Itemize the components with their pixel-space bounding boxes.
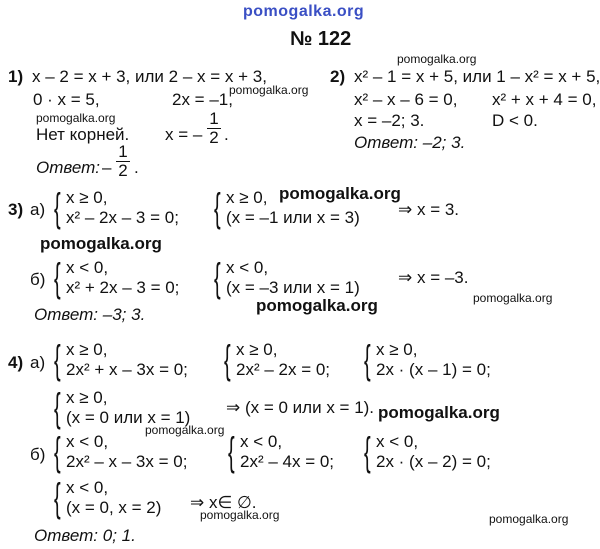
watermark: pomogalka.org: [256, 296, 378, 315]
problem-2-line-3b: D < 0.: [492, 111, 538, 130]
problem-2-answer: Ответ: –2; 3.: [354, 133, 466, 152]
problem-2-line-2a: x² – x – 6 = 0,: [354, 90, 458, 109]
problem-4-answer: Ответ: 0; 1.: [34, 526, 136, 545]
fraction-numerator: 1: [118, 142, 128, 161]
problem-3-part-b: б): [30, 270, 46, 289]
problem-1-root: x = –: [165, 125, 203, 144]
problem-1-answer-minus: –: [102, 158, 112, 177]
problem-1-dot: .: [224, 125, 229, 144]
problem-4-part-a: а): [30, 353, 46, 372]
watermark: pomogalka.org: [279, 184, 401, 203]
problem-1-line-1: x – 2 = x + 3, или 2 – x = x + 3,: [32, 67, 267, 86]
problem-1-no-roots: Нет корней.: [36, 125, 130, 144]
watermark: pomogalka.org: [36, 111, 116, 125]
fraction-numerator: 1: [209, 109, 219, 128]
problem-4-number: 4): [8, 353, 24, 372]
watermark: pomogalka.org: [40, 234, 162, 253]
problem-1-answer-dot: .: [134, 158, 139, 177]
problem-4-part-b: б): [30, 445, 46, 464]
problem-2-line-2b: x² + x + 4 = 0,: [492, 90, 597, 109]
problem-3a-result: ⇒ x = 3.: [398, 200, 460, 219]
problem-2-number: 2): [330, 67, 346, 86]
watermark: pomogalka.org: [229, 83, 309, 97]
watermark: pomogalka.org: [397, 52, 477, 66]
problem-2-line-1: x² – 1 = x + 5, или 1 – x² = x + 5,: [354, 67, 600, 86]
problem-1-line-2b: 2x = –1,: [172, 90, 233, 109]
problem-1-answer-fraction: [116, 143, 130, 180]
problem-3-number: 3): [8, 200, 24, 219]
problem-1-answer-label: Ответ:: [36, 158, 101, 177]
problem-4b-result: ⇒ x∈ ∅.: [190, 493, 257, 512]
problem-3b-result: ⇒ x = –3.: [398, 268, 469, 287]
problem-1-line-2a: 0 · x = 5,: [33, 90, 100, 109]
watermark: pomogalka.org: [145, 423, 225, 437]
problem-2-line-3a: x = –2; 3.: [354, 111, 425, 130]
fraction-denominator: 2: [118, 161, 128, 180]
problem-1-number: 1): [8, 67, 24, 86]
page-title: № 122: [290, 28, 352, 50]
watermark-top: pomogalka.org: [243, 3, 365, 20]
watermark: pomogalka.org: [378, 403, 500, 422]
watermark: pomogalka.org: [200, 508, 280, 522]
problem-4a-result: ⇒ (x = 0 или x = 1).: [226, 398, 375, 417]
problem-3-part-a: а): [30, 200, 46, 219]
problem-1-fraction: [207, 110, 221, 147]
fraction-denominator: 2: [209, 128, 219, 147]
watermark: pomogalka.org: [489, 512, 569, 526]
watermark: pomogalka.org: [473, 291, 553, 305]
problem-3-answer: Ответ: –3; 3.: [34, 305, 146, 324]
